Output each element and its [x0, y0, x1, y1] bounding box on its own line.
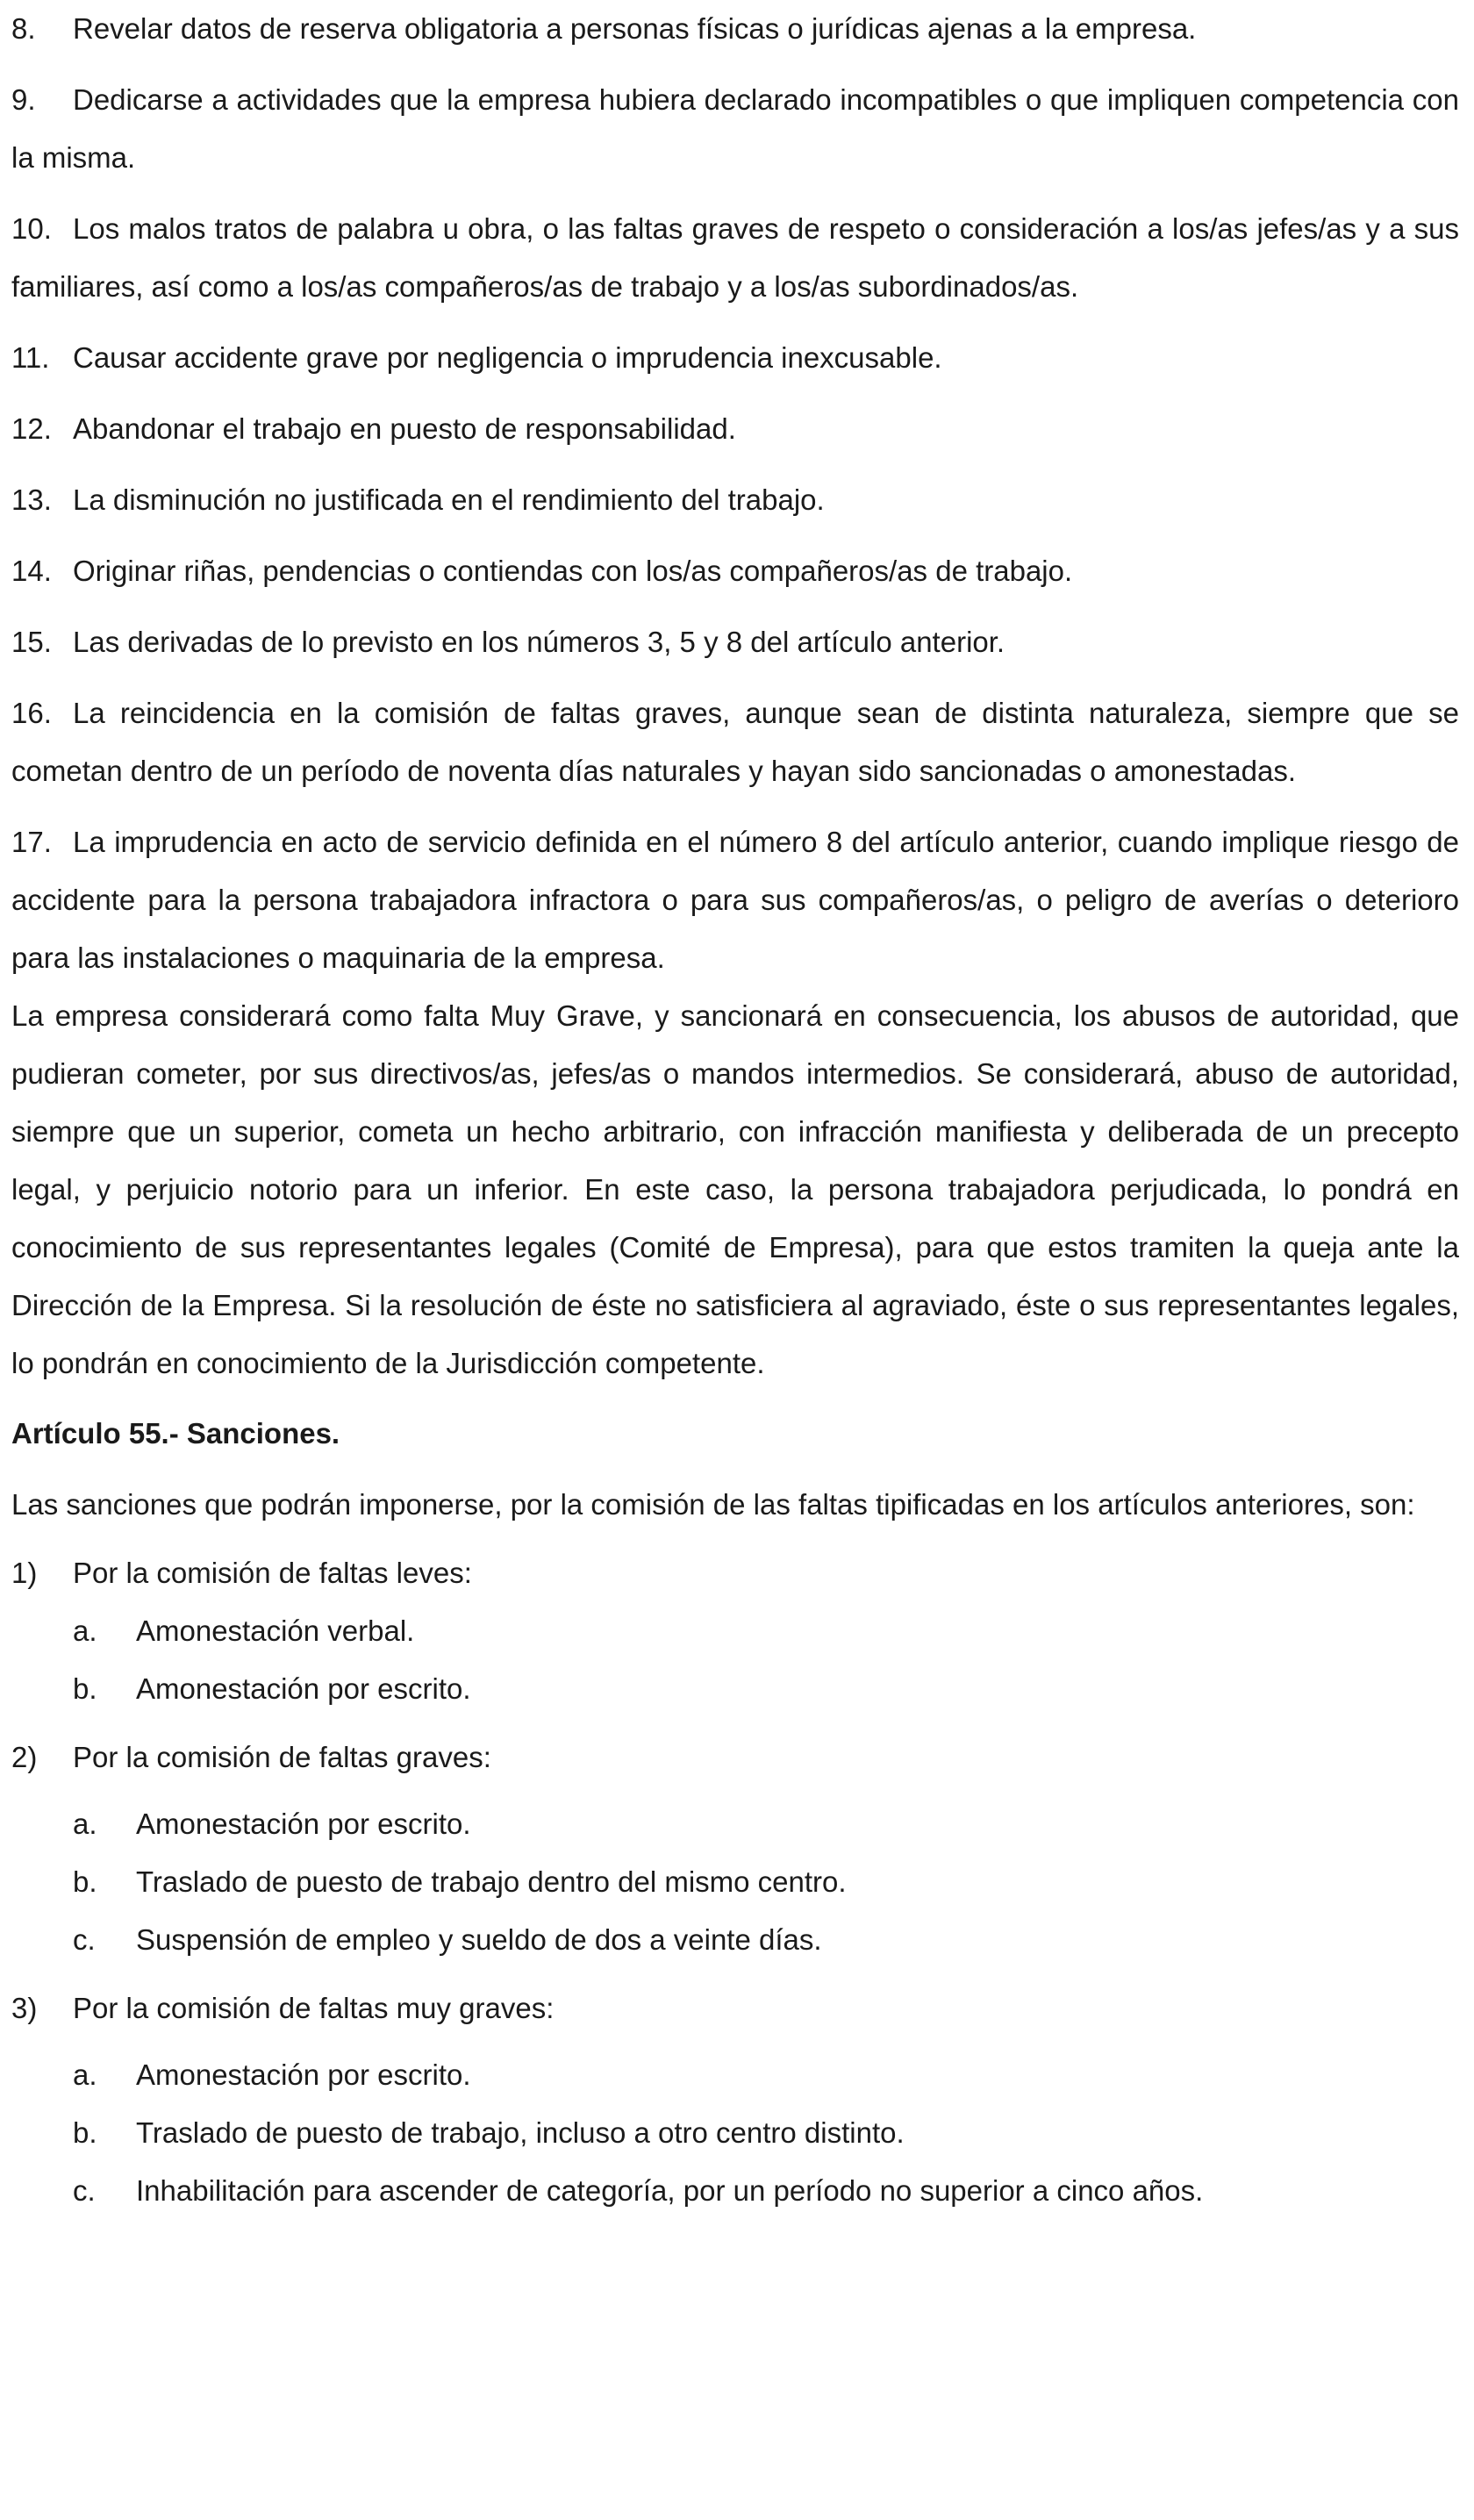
sub-text: Amonestación verbal.: [136, 1614, 415, 1647]
item-text: La imprudencia en acto de servicio definida en el número 8 del artículo anterior, cuando implique riesgo de accidente para la persona trabajadora infractora o para sus compañeros/as, o peligro de averías o deterioro para las instalaciones o maquinaria de la empresa.: [11, 826, 1459, 974]
sanction-number: 1): [11, 1557, 38, 1589]
sanction-sub-item: [11, 2162, 1459, 2220]
item-number: 11.: [11, 341, 50, 374]
sanction-item: [11, 1979, 1459, 2037]
list-item: [11, 471, 1459, 529]
sub-text: Suspensión de empleo y sueldo de dos a veinte días.: [136, 1923, 822, 1956]
list-item: [11, 200, 1459, 316]
list-item: [11, 813, 1459, 987]
sub-label: c.: [73, 2174, 96, 2207]
list-item: [11, 684, 1459, 800]
sanction-sub-item: [11, 2104, 1459, 2162]
item-number: 17.: [11, 826, 52, 858]
sub-label: a.: [73, 1614, 97, 1647]
sub-label: b.: [73, 1672, 97, 1705]
sanction-sub-item: [11, 1602, 1459, 1660]
sub-label: b.: [73, 2116, 97, 2149]
item-number: 14.: [11, 555, 52, 587]
sanction-item: [11, 1544, 1459, 1602]
list-item: [11, 542, 1459, 600]
item-number: 8.: [11, 12, 36, 45]
sub-text: Inhabilitación para ascender de categoría, por un período no superior a cinco años.: [136, 2174, 1204, 2207]
list-item: [11, 71, 1459, 187]
sub-text: Traslado de puesto de trabajo, incluso a otro centro distinto.: [136, 2116, 905, 2149]
sanction-sub-item: [11, 2046, 1459, 2104]
sub-label: b.: [73, 1865, 97, 1898]
list-item: [11, 613, 1459, 671]
item-text: La disminución no justificada en el rendimiento del trabajo.: [73, 483, 825, 516]
sub-label: c.: [73, 1923, 96, 1956]
item-number: 12.: [11, 412, 52, 445]
sanction-text: Por la comisión de faltas leves:: [73, 1557, 472, 1589]
list-item: [11, 0, 1459, 58]
item-number: 10.: [11, 212, 52, 245]
list-item: [11, 400, 1459, 458]
sanction-sub-item: [11, 1795, 1459, 1853]
item-number: 9.: [11, 83, 36, 116]
document-page: [11, 0, 1459, 2220]
item-number: 16.: [11, 697, 52, 729]
sanction-number: 3): [11, 1992, 38, 2024]
sub-text: Amonestación por escrito.: [136, 2058, 471, 2091]
sanction-item: [11, 1729, 1459, 1786]
item-number: 15.: [11, 626, 52, 658]
item-text: Dedicarse a actividades que la empresa hubiera declarado incompatibles o que impliquen competencia con la misma.: [11, 83, 1459, 174]
item-text: Originar riñas, pendencias o contiendas con los/as compañeros/as de trabajo.: [73, 555, 1073, 587]
sub-label: a.: [73, 1808, 97, 1840]
sanction-text: Por la comisión de faltas graves:: [73, 1741, 491, 1773]
sub-text: Amonestación por escrito.: [136, 1808, 471, 1840]
item-text: Revelar datos de reserva obligatoria a personas físicas o jurídicas ajenas a la empresa.: [73, 12, 1197, 45]
item-text: Abandonar el trabajo en puesto de responsabilidad.: [73, 412, 736, 445]
sanction-sub-item: [11, 1853, 1459, 1911]
list-item: [11, 329, 1459, 387]
sub-text: Traslado de puesto de trabajo dentro del mismo centro.: [136, 1865, 847, 1898]
sanction-number: 2): [11, 1741, 38, 1773]
abuse-paragraph: La empresa considerará como falta Muy Grave, y sancionará en consecuencia, los abusos de autoridad, que pudieran cometer, por sus directivos/as, jefes/as o mandos intermedios. Se considerará, abuso de autoridad, siempre que un superior, cometa un hecho arbitrario, con infracción manifiesta y deliberada de un precepto legal, y perjuicio notorio para un inferior. En este caso, la persona trabajadora perjudicada, lo pondrá en conocimiento de sus representantes legales (Comité de Empresa), para que estos tramiten la queja ante la Dirección de la Empresa. Si la resolución de éste no satisficiera al agraviado, éste o sus representantes legales, lo pondrán en conocimiento de la Jurisdicción competente.: [11, 999, 1459, 1379]
sanctions-intro: Las sanciones que podrán imponerse, por la comisión de las faltas tipificadas en los artículos anteriores, son:: [11, 1488, 1415, 1521]
article-heading: Artículo 55.- Sanciones.: [11, 1417, 340, 1450]
sanction-sub-item: [11, 1911, 1459, 1969]
sanction-text: Por la comisión de faltas muy graves:: [73, 1992, 555, 2024]
sub-label: a.: [73, 2058, 97, 2091]
item-text: Los malos tratos de palabra u obra, o las faltas graves de respeto o consideración a los/as jefes/as y a sus familiares, así como a los/as compañeros/as de trabajo y a los/as subordinados/as.: [11, 212, 1459, 303]
item-text: Las derivadas de lo previsto en los números 3, 5 y 8 del artículo anterior.: [73, 626, 1005, 658]
item-number: 13.: [11, 483, 52, 516]
item-text: La reincidencia en la comisión de faltas graves, aunque sean de distinta naturaleza, siempre que se cometan dentro de un período de noventa días naturales y hayan sido sancionadas o amonestadas.: [11, 697, 1459, 787]
sanction-sub-item: [11, 1660, 1459, 1718]
item-text: Causar accidente grave por negligencia o imprudencia inexcusable.: [73, 341, 942, 374]
sub-text: Amonestación por escrito.: [136, 1672, 471, 1705]
